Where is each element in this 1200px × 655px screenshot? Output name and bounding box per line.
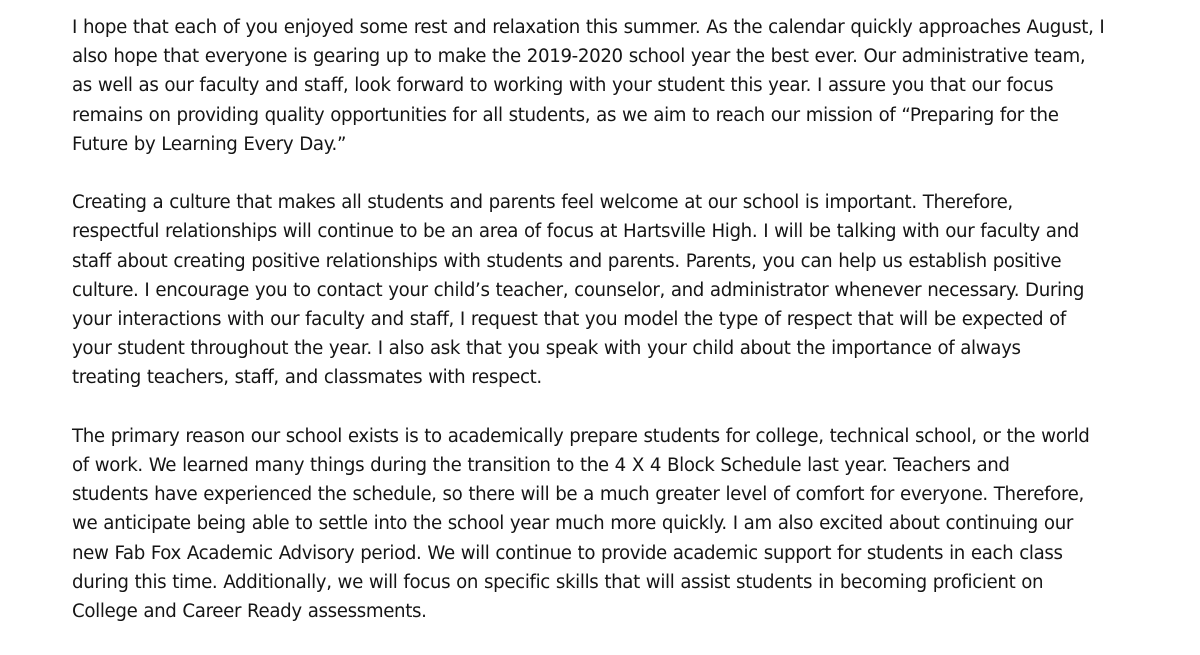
paragraph-academics: [72, 422, 1142, 626]
text-line: students have experienced the schedule, so there will be a much greater level of comfort for everyone. Therefore,: [72, 484, 1084, 506]
text-line: as well as our faculty and staff, look forward to working with your student this year. I assure you that our focus: [72, 75, 1054, 97]
text-line: treating teachers, staff, and classmates with respect.: [72, 367, 542, 389]
text-line: staff about creating positive relationships with students and parents. Parents, you can help us establish positive: [72, 250, 1062, 272]
text-line: your interactions with our faculty and staff, I request that you model the type of respect that will be expected of: [72, 309, 1066, 331]
text-line: College and Career Ready assessments.: [72, 601, 427, 623]
text-line: I hope that each of you enjoyed some rest and relaxation this summer. As the calendar quickly approaches August, I: [72, 17, 1105, 38]
text-line: respectful relationships will continue to be an area of focus at Hartsville High. I will be talking with our faculty and: [72, 221, 1079, 243]
text-line: Creating a culture that makes all students and parents feel welcome at our school is important. Therefore,: [72, 192, 1013, 214]
paragraph-welcome: [72, 13, 1142, 159]
letter-body: [72, 13, 1142, 655]
text-line: also hope that everyone is gearing up to make the 2019-2020 school year the best ever. Our administrative team,: [72, 46, 1086, 68]
text-line: during this time. Additionally, we will focus on specific skills that will assist students in becoming proficient on: [72, 571, 1044, 593]
text-line: remains on providing quality opportunities for all students, as we aim to reach our mission of “Preparing for the: [72, 104, 1059, 126]
text-line: Future by Learning Every Day.”: [72, 133, 347, 155]
text-line: The primary reason our school exists is to academically prepare students for college, technical school, or the world: [72, 425, 1090, 447]
paragraph-culture: [72, 188, 1142, 392]
text-line: new Fab Fox Academic Advisory period. We will continue to provide academic support for students in each class: [72, 542, 1063, 564]
text-line: your student throughout the year. I also ask that you speak with your child about the importance of always: [72, 338, 1021, 360]
text-line: of work. We learned many things during the transition to the 4 X 4 Block Schedule last year. Teachers and: [72, 455, 1010, 477]
text-line: culture. I encourage you to contact your child’s teacher, counselor, and administrator whenever necessary. During: [72, 279, 1085, 301]
text-line: we anticipate being able to settle into the school year much more quickly. I am also excited about continuing our: [72, 513, 1073, 535]
